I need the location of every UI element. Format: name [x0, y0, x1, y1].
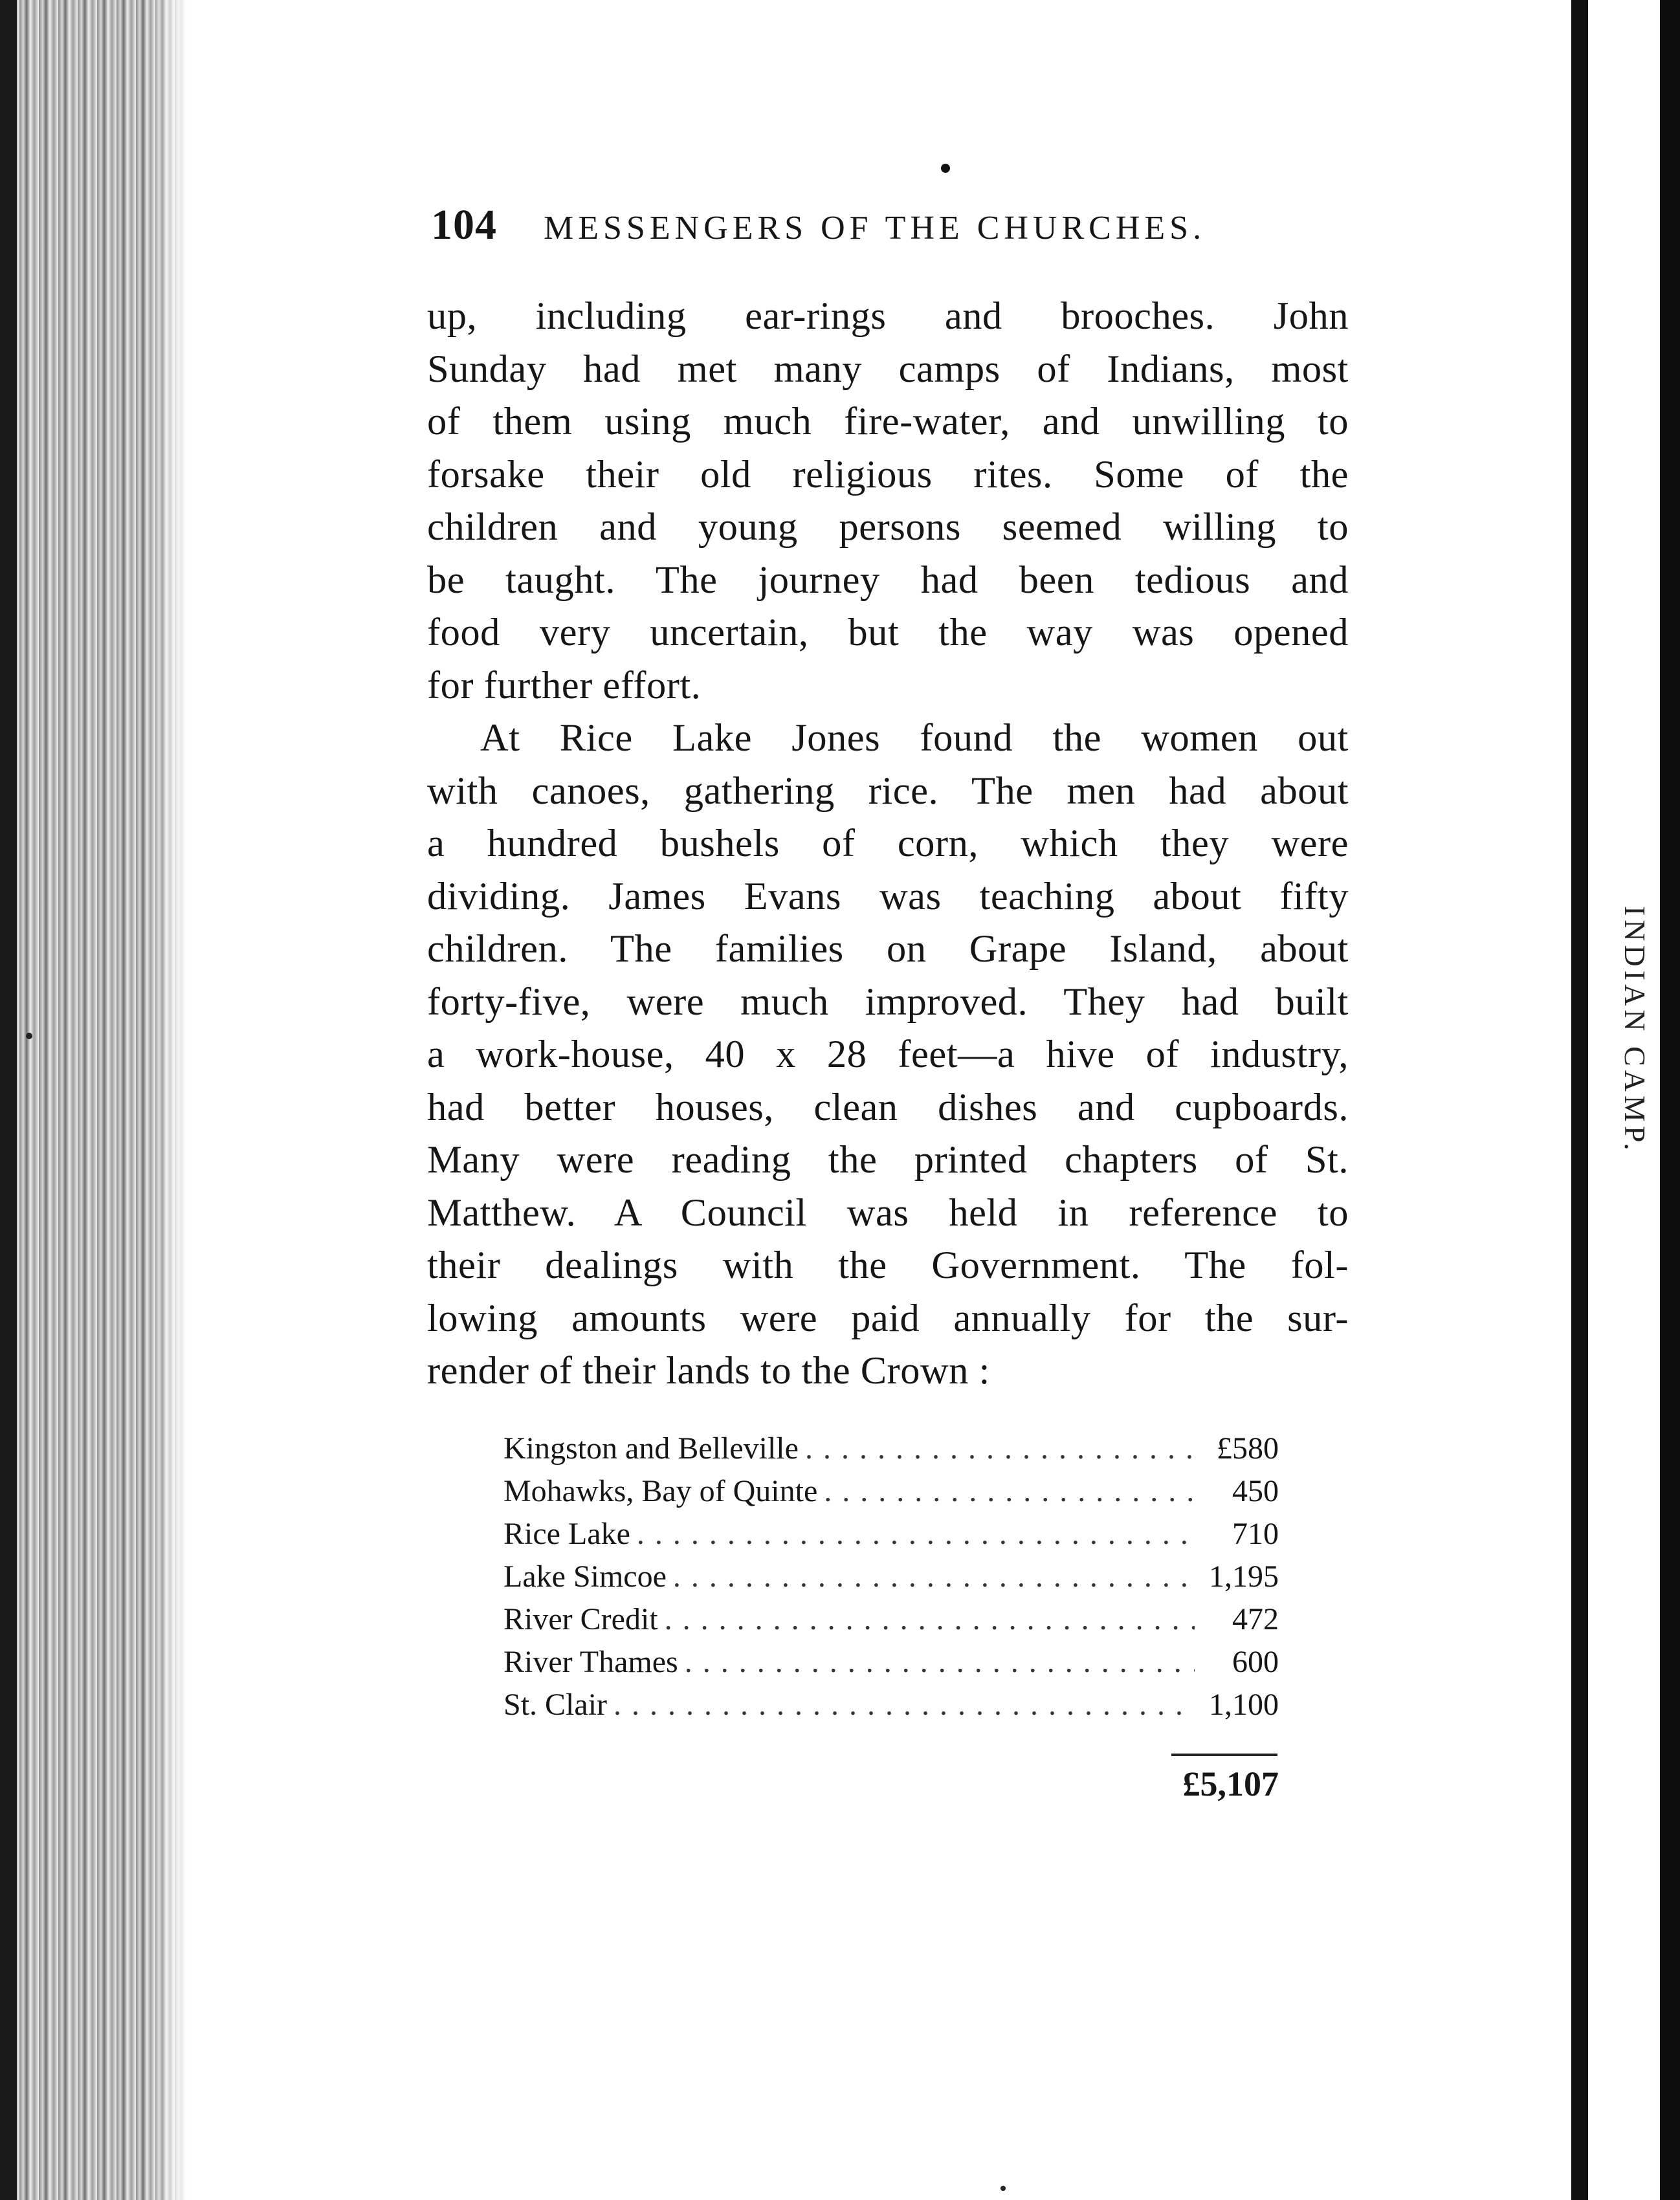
- right-gutter-border: [1571, 0, 1588, 2200]
- page-edge-fade: [149, 0, 188, 2200]
- text-line: Sunday had met many camps of Indians, most: [427, 347, 1349, 391]
- table-row: [503, 1641, 1279, 1684]
- text-line: of them using much fire-water, and unwilling to: [427, 400, 1349, 443]
- total-amount: £5,107: [1182, 1765, 1279, 1803]
- body-text: [427, 290, 1349, 1398]
- text-line: up, including ear-rings and brooches. John: [427, 294, 1349, 338]
- text-line: forsake their old religious rites. Some of the: [427, 452, 1349, 496]
- printer-mark-dot: [941, 164, 950, 173]
- page-number: 104: [431, 201, 497, 248]
- amount: 710: [1232, 1517, 1279, 1551]
- place-name: Mohawks, Bay of Quinte: [503, 1474, 818, 1508]
- amount: 472: [1232, 1602, 1279, 1636]
- place-name: Kingston and Belleville: [503, 1431, 799, 1466]
- text-line: children. The families on Grape Island, about: [427, 927, 1349, 971]
- payments-table: [503, 1427, 1279, 1726]
- text-line: food very uncertain, but the way was opened: [427, 611, 1349, 654]
- running-head: [431, 201, 1356, 252]
- dot-leader: [685, 1641, 1195, 1684]
- dot-leader: [805, 1427, 1195, 1470]
- text-line: Many were reading the printed chapters of St.: [427, 1138, 1349, 1182]
- dot-leader: [673, 1556, 1195, 1598]
- running-head-title: MESSENGERS OF THE CHURCHES.: [544, 210, 1206, 247]
- text-line: Matthew. A Council was held in reference to: [427, 1191, 1349, 1235]
- scan-speck: [26, 1033, 32, 1039]
- side-heading: INDIAN CAMP.: [1619, 906, 1652, 1154]
- text-line: with canoes, gathering rice. The men had about: [427, 769, 1349, 813]
- amount: 600: [1232, 1645, 1279, 1679]
- text-line: forty-five, were much improved. They had built: [427, 980, 1349, 1024]
- text-line: dividing. James Evans was teaching about fifty: [427, 874, 1349, 918]
- place-name: River Credit: [503, 1602, 658, 1636]
- text-line: At Rice Lake Jones found the women out: [480, 716, 1349, 760]
- text-line: for further effort.: [427, 663, 702, 707]
- text-line: a hundred bushels of corn, which they were: [427, 822, 1349, 865]
- text-line: lowing amounts were paid annually for the sur-: [427, 1296, 1349, 1340]
- table-row: [503, 1684, 1279, 1726]
- dot-leader: [637, 1513, 1195, 1556]
- place-name: Lake Simcoe: [503, 1559, 667, 1594]
- place-name: River Thames: [503, 1645, 678, 1679]
- table-row: [503, 1470, 1279, 1513]
- text-line: render of their lands to the Crown :: [427, 1349, 990, 1392]
- text-line: be taught. The journey had been tedious and: [427, 558, 1349, 602]
- scan-speck: [1000, 2186, 1006, 2191]
- amount: 450: [1232, 1474, 1279, 1508]
- table-row: [503, 1513, 1279, 1556]
- place-name: St. Clair: [503, 1688, 608, 1722]
- dot-leader: [824, 1470, 1195, 1513]
- table-row: [503, 1427, 1279, 1470]
- right-dark-strip: [1660, 0, 1680, 2200]
- dot-leader: [665, 1598, 1195, 1641]
- place-name: Rice Lake: [503, 1517, 630, 1551]
- text-line: their dealings with the Government. The fol-: [427, 1244, 1349, 1287]
- text-line: had better houses, clean dishes and cupboards.: [427, 1085, 1349, 1129]
- amount: 1,100: [1209, 1688, 1279, 1722]
- table-row: [503, 1556, 1279, 1598]
- table-row: [503, 1598, 1279, 1641]
- amount: £580: [1217, 1431, 1279, 1466]
- text-line: children and young persons seemed willing to: [427, 505, 1349, 549]
- text-line: a work-house, 40 x 28 feet—a hive of industry,: [427, 1033, 1349, 1076]
- amount: 1,195: [1209, 1559, 1279, 1594]
- dot-leader: [613, 1684, 1195, 1726]
- total-rule: [1171, 1754, 1277, 1756]
